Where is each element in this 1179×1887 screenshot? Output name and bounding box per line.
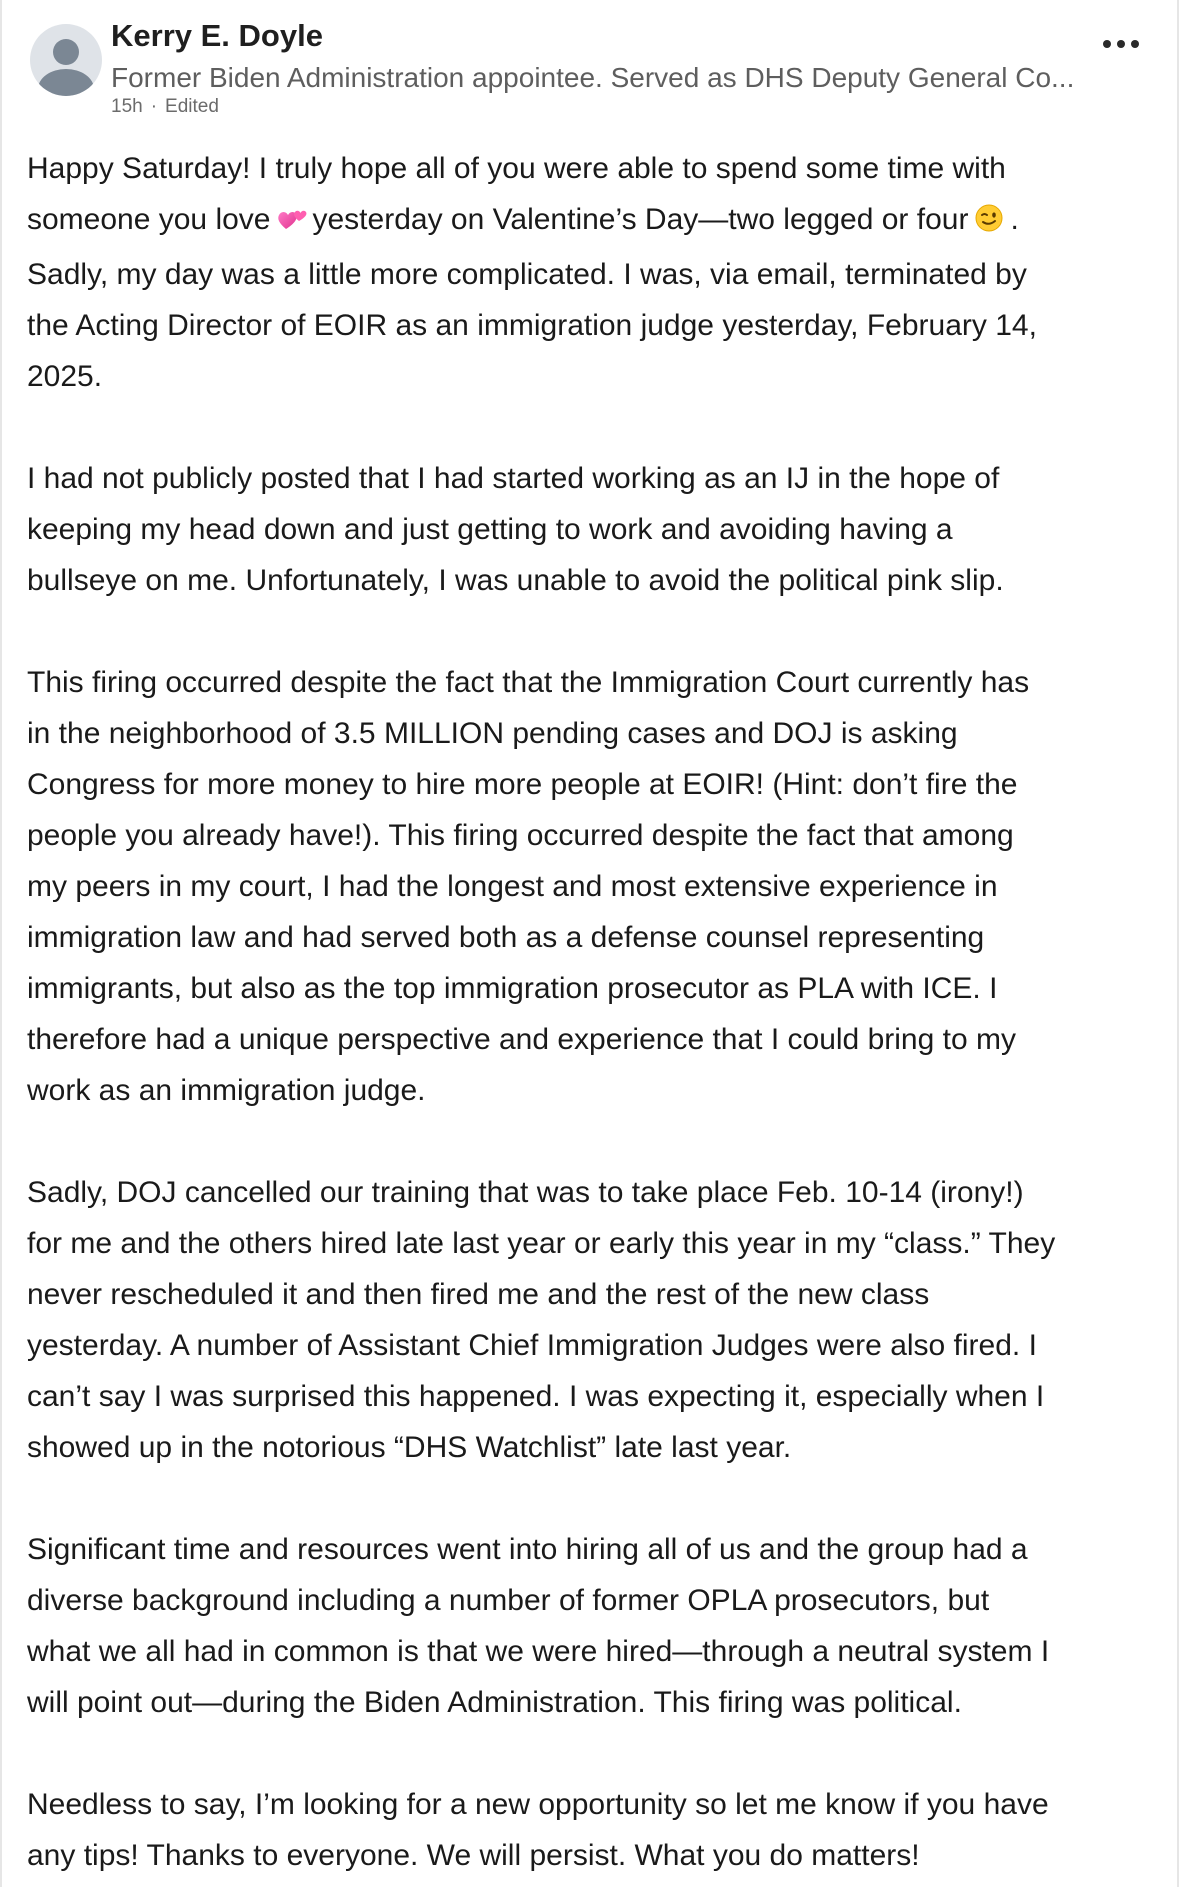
post-body [27,143,1157,1881]
post-text-line: keeping my head down and just getting to work and avoiding having a [27,513,953,546]
more-options-icon [1103,40,1111,48]
post-text-line: diverse background including a number of former OPLA prosecutors, but [27,1584,990,1617]
post-paragraph [27,657,1157,1116]
post-paragraph [27,1779,1157,1881]
post-paragraph [27,1524,1157,1728]
post-text-line: never rescheduled it and then fired me and the rest of the new class [27,1278,930,1311]
post-text-line: immigrants, but also as the top immigration prosecutor as PLA with ICE. I [27,972,998,1005]
post-text-line: in the neighborhood of 3.5 MILLION pending cases and DOJ is asking [27,717,958,750]
author-headline: Former Biden Administration appointee. Served as DHS Deputy General Co... [111,62,1075,93]
post-text-line [27,194,1157,249]
post-text-line: 2025. [27,360,103,393]
post-text-line: any tips! Thanks to everyone. We will persist. What you do matters! [27,1839,920,1872]
post-text-line: immigration law and had served both as a defense counsel representing [27,921,985,954]
meta-separator: · [150,96,158,117]
post-text-line: Needless to say, I’m looking for a new opportunity so let me know if you have [27,1788,1049,1821]
post-text-line: Sadly, DOJ cancelled our training that was to take place Feb. 10-14 (irony!) [27,1176,1024,1209]
post-text-segment: . [1010,203,1019,236]
post-text-line: people you already have!). This firing occurred despite the fact that among [27,819,1014,852]
post-text-line: for me and the others hired late last year or early this year in my “class.” They [27,1227,1056,1260]
post-text-line: my peers in my court, I had the longest and most extensive experience in [27,870,998,903]
post-text-line: showed up in the notorious “DHS Watchlist” late last year. [27,1431,792,1464]
post-text-line: the Acting Director of EOIR as an immigration judge yesterday, February 14, [27,309,1037,342]
avatar-shoulders-shape [38,69,94,96]
post-time: 15h [111,96,143,117]
post-text-line: will point out—during the Biden Administration. This firing was political. [27,1686,962,1719]
post-text-line: yesterday. A number of Assistant Chief Immigration Judges were also fired. I [27,1329,1037,1362]
edited-label: Edited [165,96,219,117]
post-paragraph [27,143,1157,402]
post-text-line: This firing occurred despite the fact that the Immigration Court currently has [27,666,1030,699]
post-text-line: work as an immigration judge. [27,1074,426,1107]
more-options-icon-dot [1117,40,1125,48]
author-avatar[interactable] [30,24,102,96]
post-text-line: Significant time and resources went into hiring all of us and the group had a [27,1533,1028,1566]
post-text-segment: someone you love [27,203,271,236]
two-hearts-emoji-icon [277,198,307,249]
winking-face-emoji-icon [974,198,1004,249]
more-options-icon-dot [1131,40,1139,48]
post-text-line: I had not publicly posted that I had started working as an IJ in the hope of [27,462,1000,495]
post-meta [111,96,219,118]
post-text-line: can’t say I was surprised this happened. I was expecting it, especially when I [27,1380,1045,1413]
post-text-segment: yesterday on Valentine’s Day—two legged or four [312,203,969,236]
post-text-line: bullseye on me. Unfortunately, I was unable to avoid the political pink slip. [27,564,1004,597]
post-paragraph [27,1167,1157,1473]
post-text-line: what we all had in common is that we were hired—through a neutral system I [27,1635,1050,1668]
avatar-head-shape [53,39,79,65]
post-text-line: Congress for more money to hire more people at EOIR! (Hint: don’t fire the [27,768,1018,801]
author-name[interactable]: Kerry E. Doyle [111,18,323,53]
post-header [26,14,1153,124]
post-text-line: Happy Saturday! I truly hope all of you were able to spend some time with [27,152,1006,185]
post-text-line: therefore had a unique perspective and experience that I could bring to my [27,1023,1016,1056]
post-paragraph [27,453,1157,606]
post-text-line: Sadly, my day was a little more complicated. I was, via email, terminated by [27,258,1027,291]
more-options-button[interactable] [1093,24,1149,64]
